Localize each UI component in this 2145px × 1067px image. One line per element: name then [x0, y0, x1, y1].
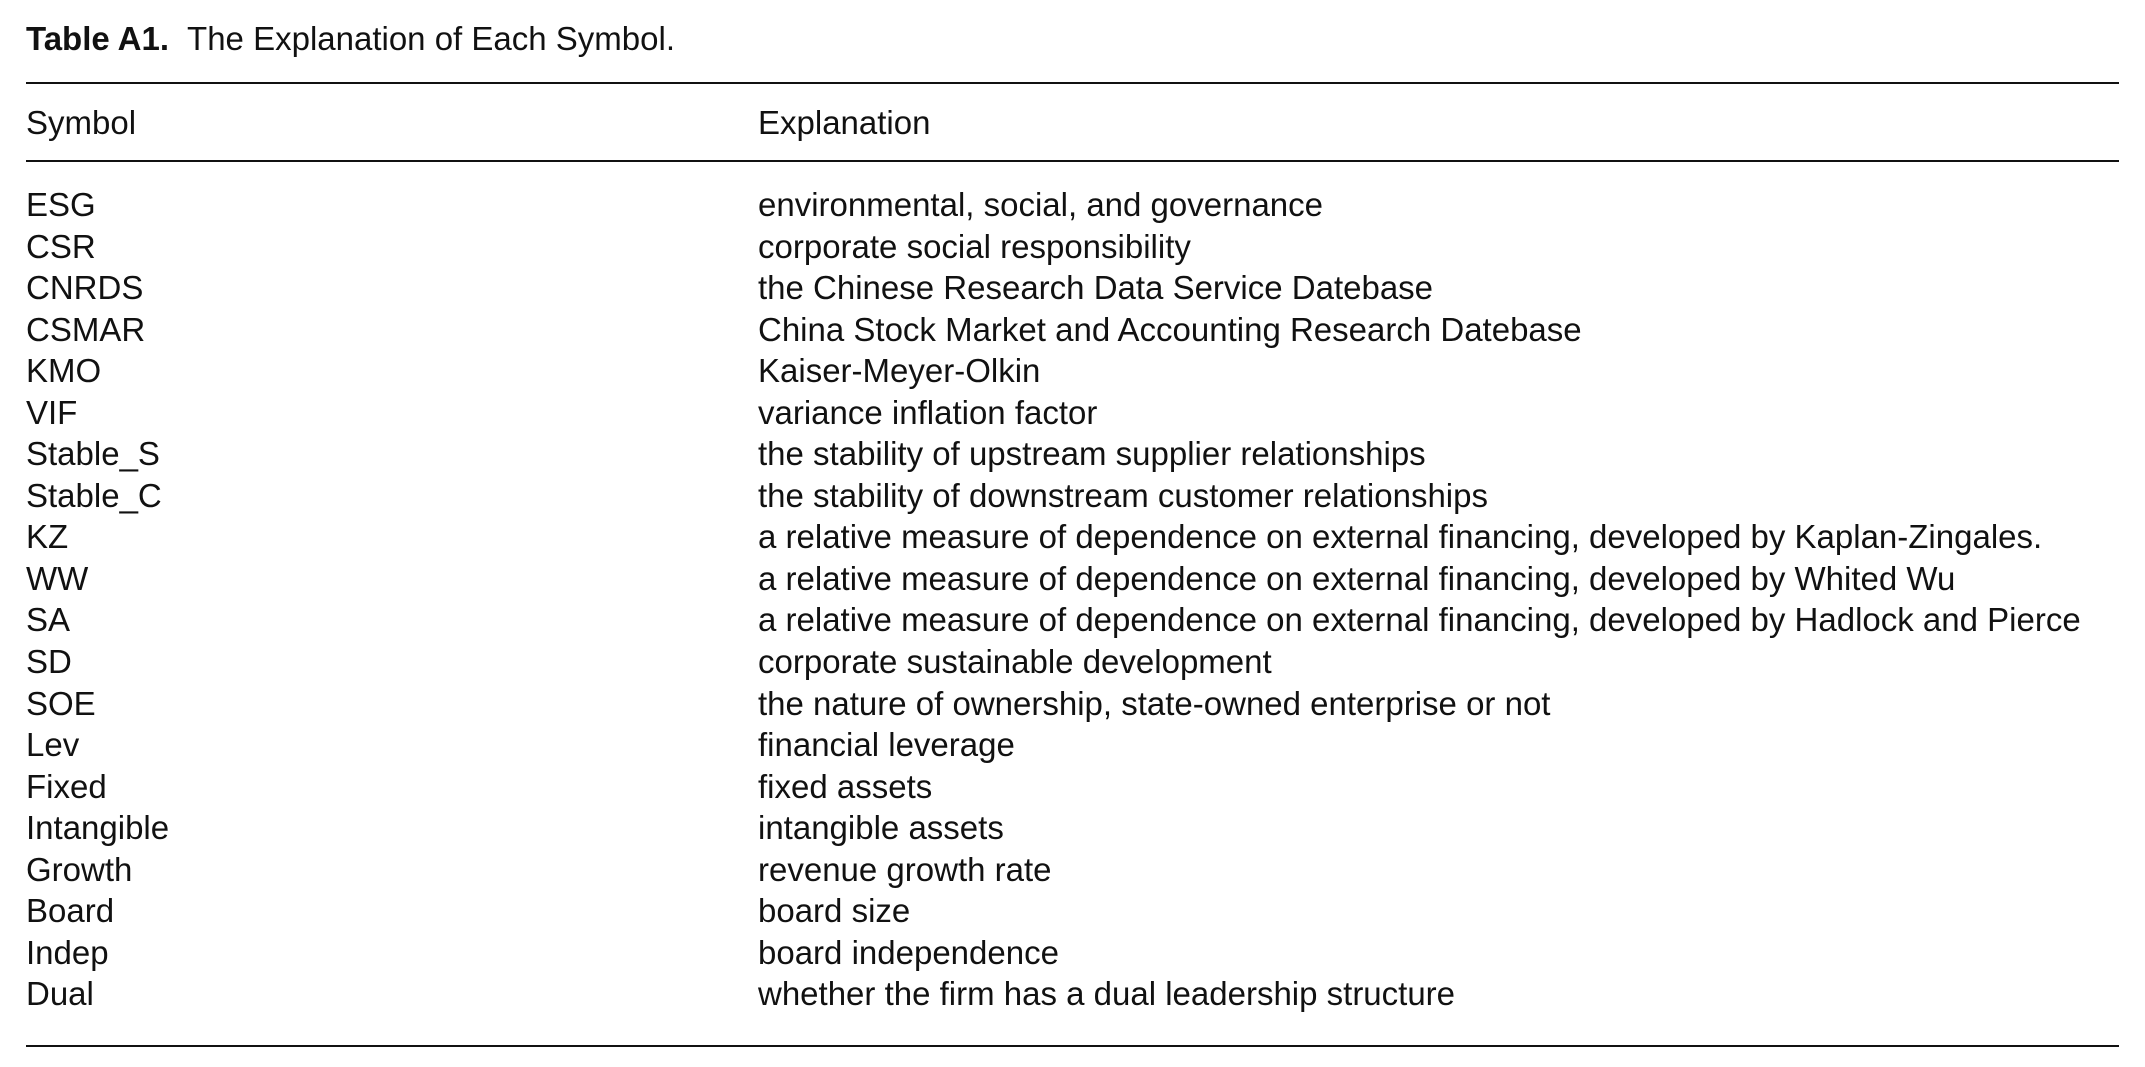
explanation-cell: a relative measure of dependence on external financing, developed by Hadlock and Pierce	[758, 601, 2081, 639]
explanation-cell: fixed assets	[758, 767, 933, 805]
symbol-cell: Intangible	[26, 809, 170, 847]
symbol-cell: Lev	[26, 726, 80, 764]
table-row	[26, 392, 2119, 434]
table-row	[26, 973, 2119, 1015]
explanation-cell: China Stock Market and Accounting Research Datebase	[758, 310, 1582, 348]
table-caption-label: Table A1.	[26, 20, 170, 57]
explanation-cell: environmental, social, and governance	[758, 186, 1324, 223]
explanation-cell: revenue growth rate	[758, 850, 1052, 888]
explanation-cell: the Chinese Research Data Service Datebase	[758, 269, 1434, 307]
symbol-cell: SA	[26, 601, 71, 639]
explanation-cell: board size	[758, 892, 911, 930]
explanation-cell: Kaiser-Meyer-Olkin	[758, 352, 1041, 390]
table-body	[26, 184, 2119, 1015]
table-row	[26, 932, 2119, 974]
explanation-cell: a relative measure of dependence on external financing, developed by Kaplan-Zingales.	[758, 518, 2043, 556]
symbol-cell: Fixed	[26, 767, 107, 805]
table-row	[26, 890, 2119, 932]
table-row	[26, 683, 2119, 725]
table-row	[26, 849, 2119, 891]
table-row	[26, 516, 2119, 558]
symbol-cell: SOE	[26, 684, 96, 722]
explanation-cell: corporate social responsibility	[758, 227, 1191, 265]
table-row	[26, 724, 2119, 766]
symbol-cell: WW	[26, 559, 89, 597]
table-row	[26, 226, 2119, 268]
table-row	[26, 558, 2119, 600]
explanation-cell: a relative measure of dependence on external financing, developed by Whited Wu	[758, 559, 1956, 597]
table-row	[26, 766, 2119, 808]
explanation-cell: intangible assets	[758, 809, 1004, 847]
symbol-cell: CNRDS	[26, 269, 144, 307]
explanation-cell: variance inflation factor	[758, 393, 1098, 431]
explanation-cell: the nature of ownership, state-owned enterprise or not	[758, 684, 1551, 722]
explanation-cell: board independence	[758, 933, 1059, 971]
table-row	[26, 309, 2119, 351]
symbol-cell: VIF	[26, 393, 78, 431]
explanation-cell: whether the firm has a dual leadership structure	[758, 975, 1456, 1013]
table-caption	[26, 16, 675, 62]
table-row	[26, 184, 2119, 226]
column-header-symbol: Symbol	[26, 104, 137, 141]
table-top-rule	[26, 82, 2119, 84]
table-row	[26, 807, 2119, 849]
symbol-cell: CSR	[26, 227, 96, 265]
table-bottom-rule	[26, 1045, 2119, 1047]
table-row	[26, 433, 2119, 475]
symbol-cell: SD	[26, 643, 72, 681]
table-caption-title: The Explanation of Each Symbol.	[187, 20, 675, 57]
explanation-cell: the stability of upstream supplier relationships	[758, 435, 1426, 473]
column-header-explanation: Explanation	[758, 104, 931, 141]
table-row	[26, 599, 2119, 641]
symbol-cell: CSMAR	[26, 310, 146, 348]
symbol-cell: Stable_S	[26, 435, 160, 473]
table-row	[26, 267, 2119, 309]
symbol-cell: Growth	[26, 850, 133, 888]
symbol-cell: Stable_C	[26, 476, 162, 514]
table-row	[26, 641, 2119, 683]
symbol-cell: KZ	[26, 518, 69, 556]
explanation-cell: corporate sustainable development	[758, 643, 1272, 681]
symbol-cell: ESG	[26, 186, 96, 223]
symbol-cell: Dual	[26, 975, 94, 1013]
symbol-cell: Board	[26, 892, 115, 930]
symbol-cell: KMO	[26, 352, 102, 390]
table-header-rule	[26, 160, 2119, 162]
table-row	[26, 475, 2119, 517]
table-row	[26, 350, 2119, 392]
explanation-cell: financial leverage	[758, 726, 1015, 764]
symbol-cell: Indep	[26, 933, 109, 971]
explanation-cell: the stability of downstream customer relationships	[758, 476, 1488, 514]
